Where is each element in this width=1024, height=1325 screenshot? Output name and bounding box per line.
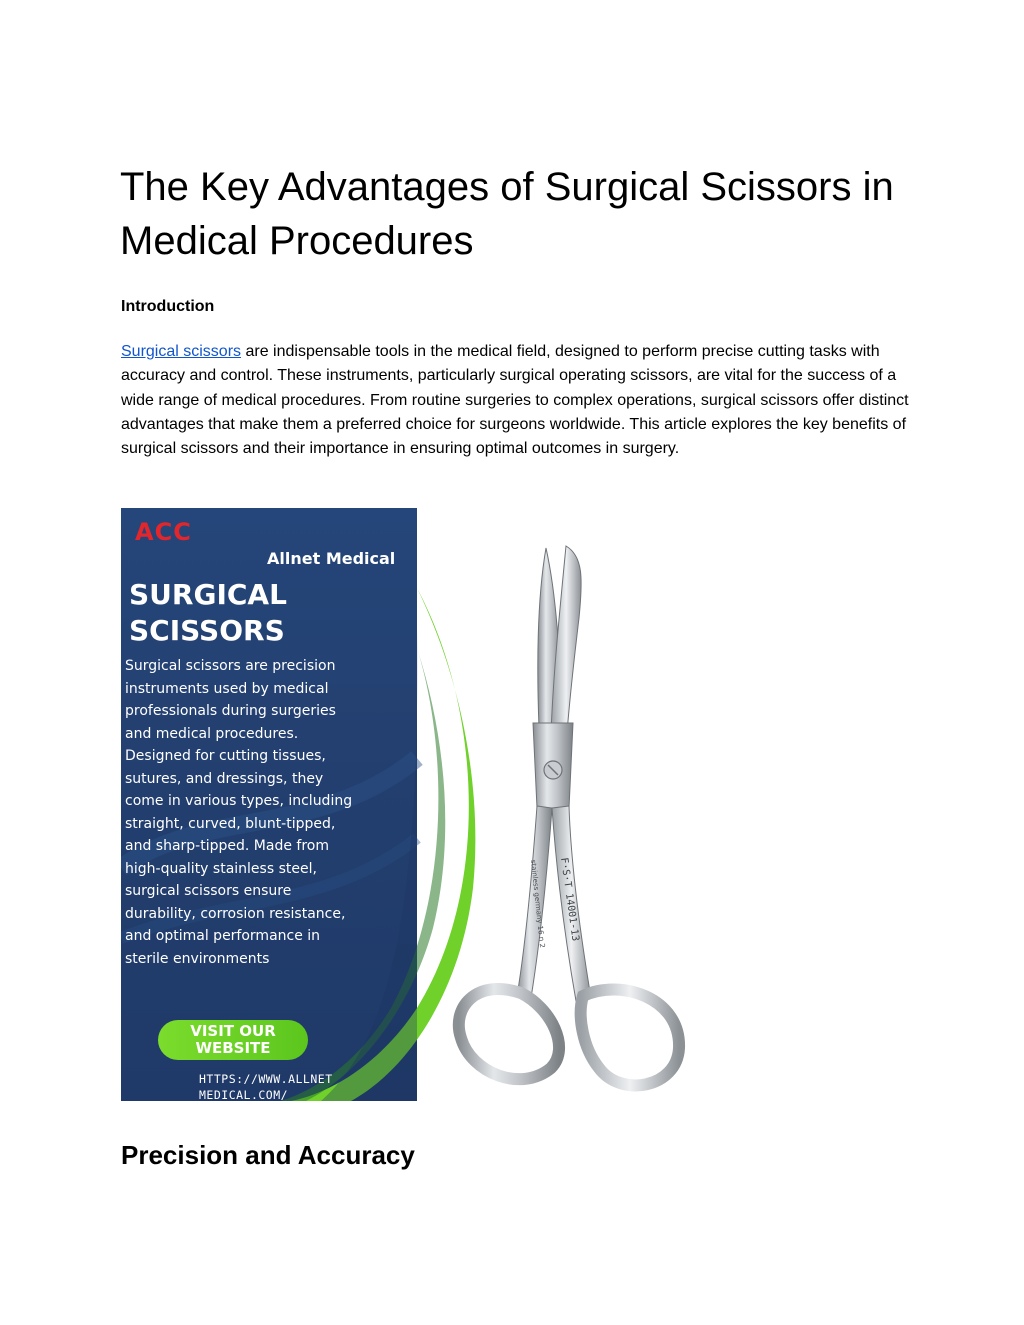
section-heading-precision: Precision and Accuracy — [121, 1140, 415, 1170]
intro-paragraph — [121, 340, 911, 461]
promo-body-text: Surgical scissors are precision instruments used by medical professionals during surgeries and medical procedures. Designed for cutting tissues, sutures, and dressings, they come in various types, including straight, curved, blunt-tipped, and sharp-tipped. Made from high-quality stainless steel, surgical scissors ensure durability, corrosion resistance, and optimal performance in sterile environments — [125, 658, 353, 967]
page-title: The Key Advantages of Surgical Scissors in Medical Procedures — [120, 165, 894, 263]
introduction-label: Introduction — [121, 298, 215, 315]
promo-url — [199, 1071, 349, 1101]
scissors-engraving-origin: stainless germany 16 n 2 — [529, 859, 547, 949]
acc-logo: ACC — [135, 518, 192, 546]
promo-image — [121, 508, 701, 1101]
visit-button-line2: WEBSITE — [195, 1039, 271, 1057]
promo-headline-line2: SCISSORS — [129, 614, 285, 647]
visit-website-button[interactable] — [158, 1020, 308, 1060]
visit-button-line1: VISIT OUR — [190, 1022, 276, 1040]
promo-headline-line1: SURGICAL — [129, 578, 287, 611]
promo-url-line2: MEDICAL.COM/ — [199, 1088, 289, 1101]
surgical-scissors-link[interactable]: Surgical scissors — [121, 343, 242, 360]
scissors-engraving-brand: F·S·T 14001-13 — [558, 856, 581, 942]
intro-text: are indispensable tools in the medical field, designed to perform precise cutting tasks with accuracy and control. These instruments, particularly surgical operating scissors, are vital for the success of a wide range of medical procedures. From routine surgeries to complex operations, surgical scissors offer distinct advantages that make them a preferred choice for surgeons worldwide. This article explores the key benefits of surgical scissors and their importance in ensuring optimal outcomes in surgery. — [121, 343, 909, 458]
promo-headline — [129, 577, 399, 649]
promo-url-line1: HTTPS://WWW.ALLNET — [199, 1072, 333, 1086]
brand-name: Allnet Medical — [267, 549, 396, 568]
